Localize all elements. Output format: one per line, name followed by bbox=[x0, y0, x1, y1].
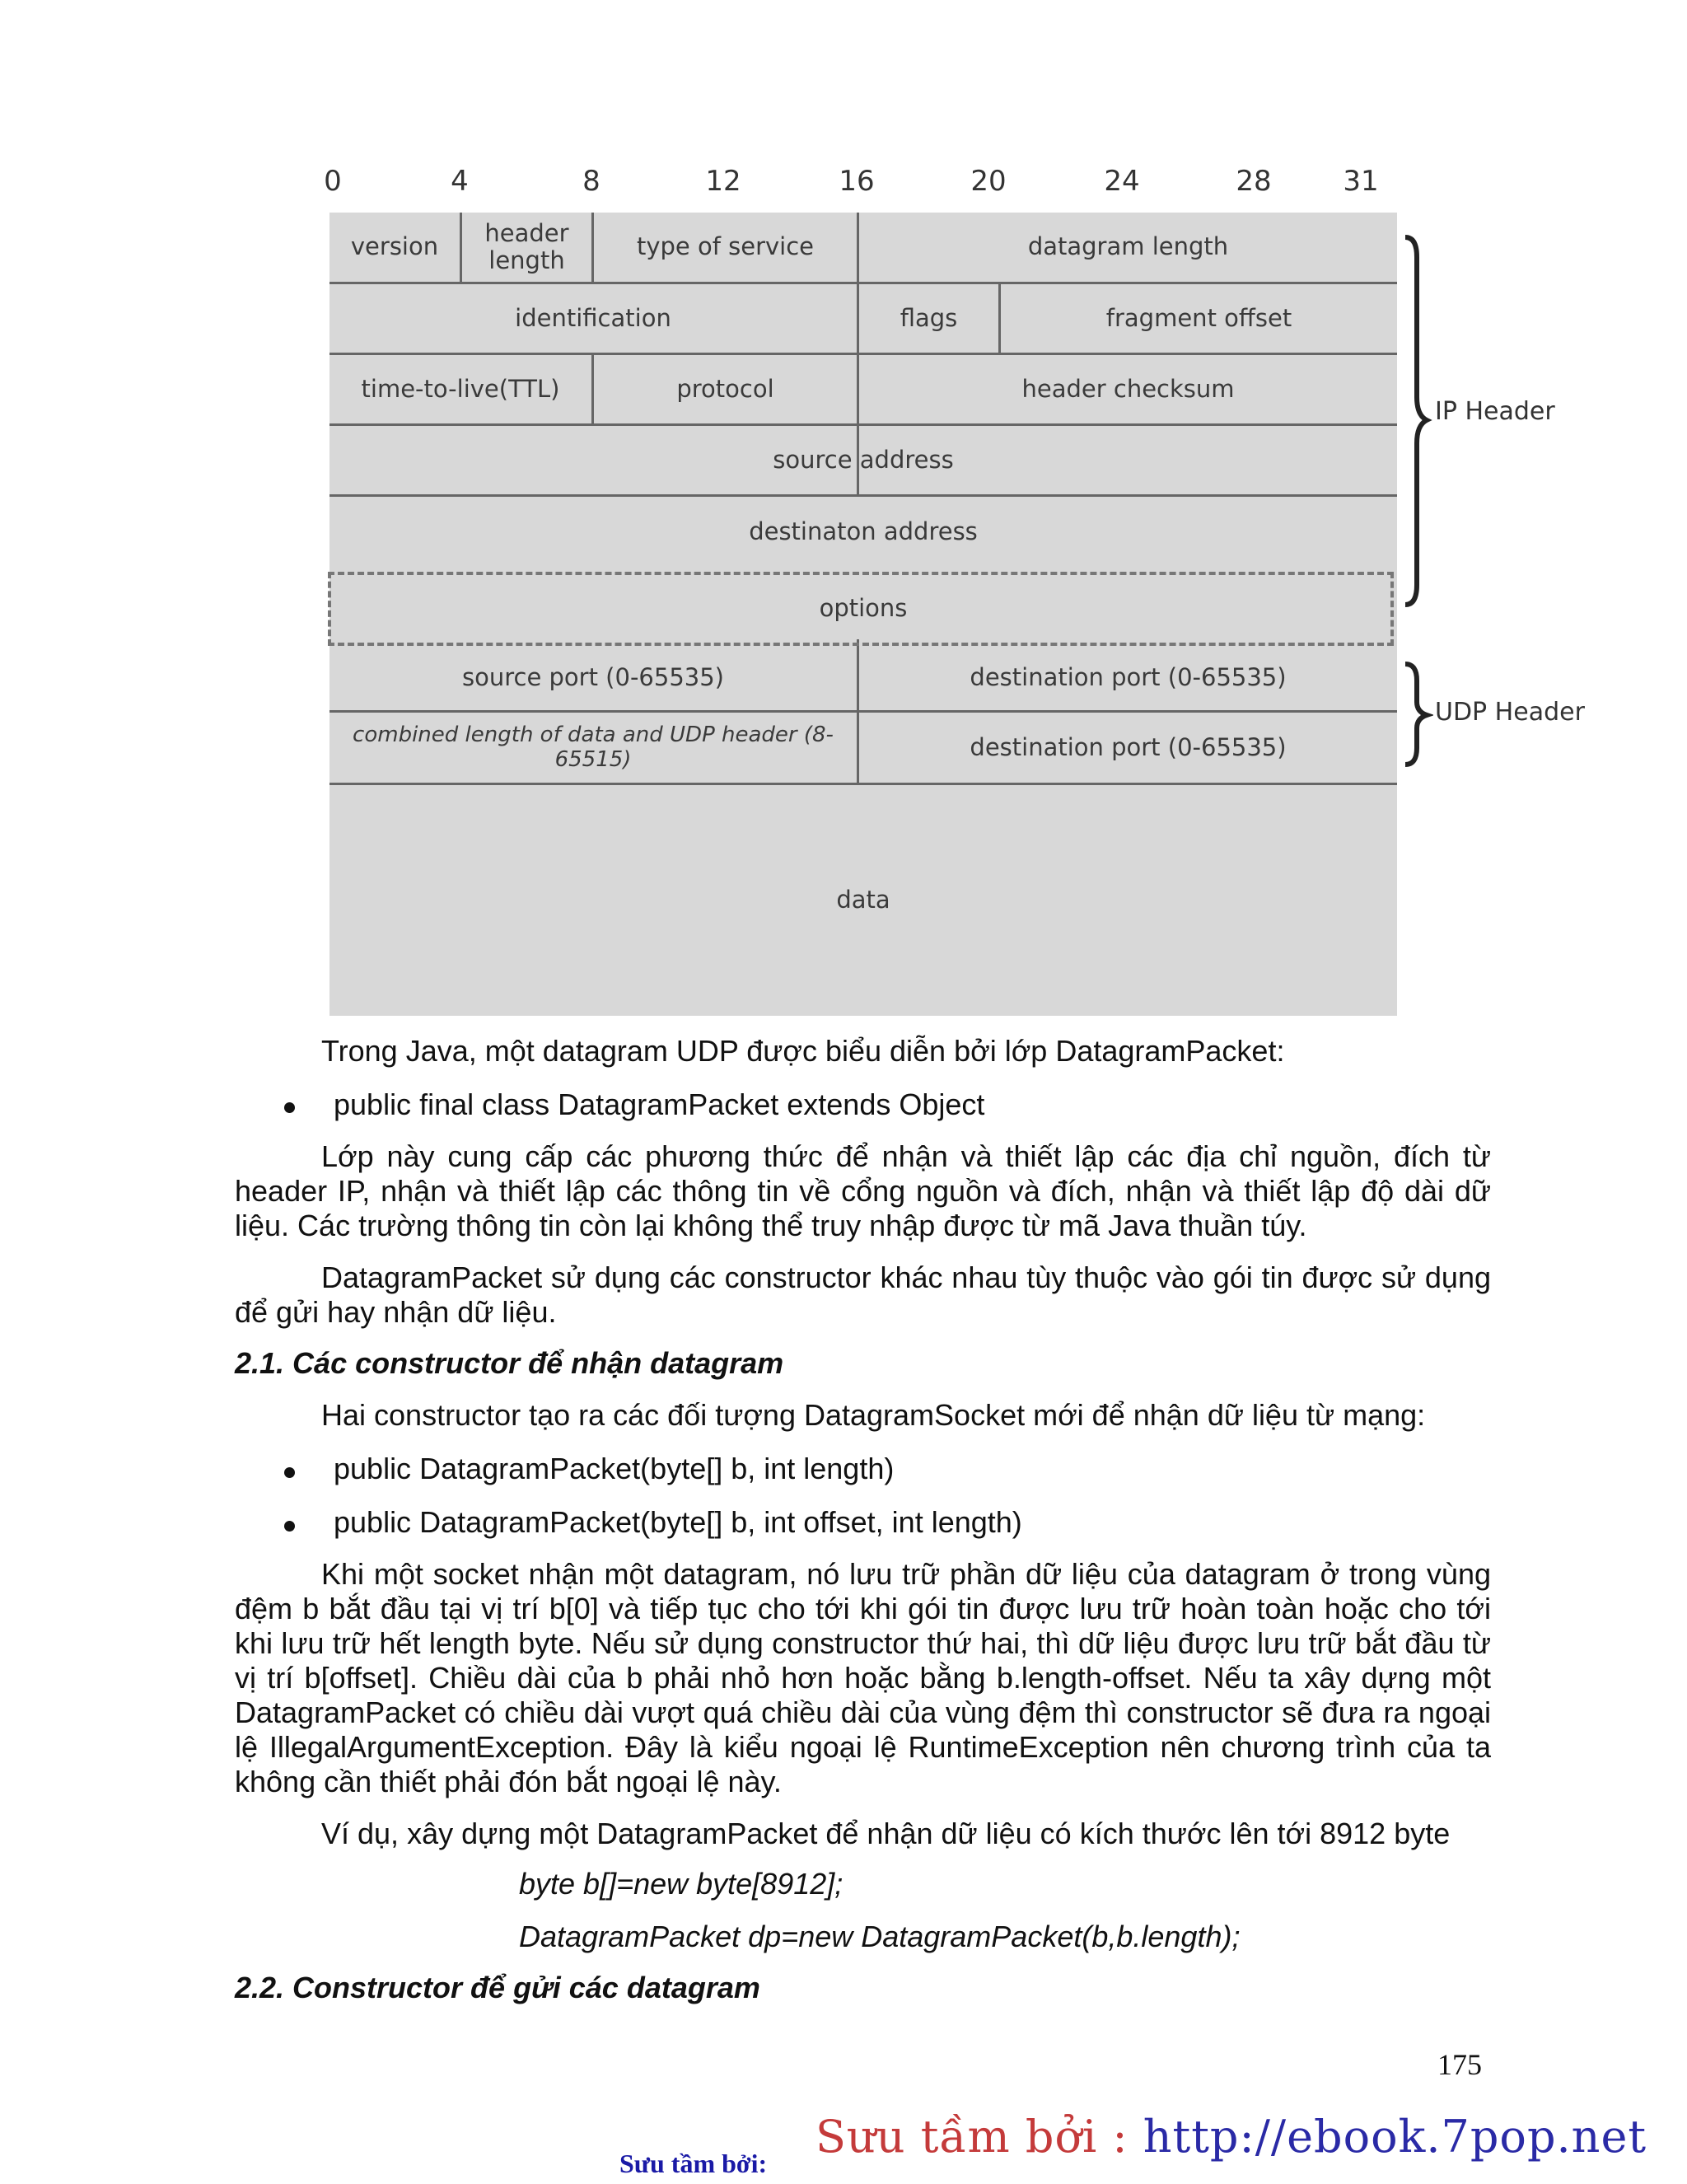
field-type-of-service: type of service bbox=[636, 232, 815, 261]
bit-label: 8 bbox=[582, 165, 600, 198]
bit-label: 12 bbox=[705, 165, 741, 198]
footer-label: Sưu tầm bởi: bbox=[619, 2149, 768, 2178]
field-fragment-offset: fragment offset bbox=[1105, 303, 1292, 332]
field-header-checksum: header checksum bbox=[1021, 374, 1235, 403]
ip-header-label: IP Header bbox=[1435, 397, 1555, 426]
bullet bbox=[284, 1102, 295, 1113]
paragraph-5: Ví dụ, xây dựng một DatagramPacket để nhận dữ liệu có kích thước lên tới 8912 byte bbox=[321, 1817, 1451, 1850]
bullet-ctor-2: public DatagramPacket(byte[] b, int offset, int length) bbox=[334, 1505, 1022, 1539]
paragraph-4: Khi một socket nhận một datagram, nó lưu trữ phần dữ liệu của datagram ở trong vùng đệm b bắt đầu tại vị trí b[0] và tiếp tục cho tới khi gói tin được lưu trữ hoàn toàn hoặc cho tới khi lưu trữ hết length byte. Nếu sử dụng constructor thứ hai, thì dữ liệu được lưu trữ bắt đầu từ vị trí b[offset]. Chiều dài của b phải nhỏ hơn hoặc bằng b.length-offset. Nếu ta xây dựng một DatagramPacket có chiều dài vượt quá chiều dài của vùng đệm thì constructor sẽ đưa ra ngoại lệ IllegalArgumentException. Đây là kiểu ngoại lệ RuntimeException nên chương trình của ta không cần thiết phải đón bắt ngoại lệ này. bbox=[235, 1557, 1491, 1798]
bit-label: 24 bbox=[1104, 165, 1140, 198]
footer-banner-url[interactable]: http://ebook.7pop.net bbox=[1143, 2111, 1647, 2163]
udp-header-brace bbox=[1400, 659, 1433, 770]
bullet bbox=[284, 1521, 295, 1532]
bit-label: 4 bbox=[451, 165, 469, 198]
field-destination-address: destinaton address bbox=[749, 517, 978, 545]
field-version: version bbox=[350, 232, 439, 261]
field-ttl: time-to-live(TTL) bbox=[361, 374, 560, 403]
field-destination-port: destination port (0-65535) bbox=[970, 663, 1287, 692]
code-line-1: byte b[]=new byte[8912]; bbox=[519, 1867, 844, 1901]
field-destination-port-2: destination port (0-65535) bbox=[970, 732, 1287, 761]
paragraph-1: Lớp này cung cấp các phương thức để nhận và thiết lập các địa chỉ nguồn, đích từ header IP, nhận và thiết lập các thông tin về cổng nguồn và đích, nhận và thiết lập độ dài dữ liệu. Các trường thông tin còn lại không thể truy nhập được từ mã Java thuần túy. bbox=[235, 1139, 1491, 1242]
bullet bbox=[284, 1467, 295, 1478]
paragraph-3: Hai constructor tạo ra các đối tượng DatagramSocket mới để nhận dữ liệu từ mạng: bbox=[321, 1398, 1426, 1432]
field-header-length-line1: header bbox=[484, 218, 569, 247]
field-source-port: source port (0-65535) bbox=[462, 663, 724, 692]
bullet-class-decl: public final class DatagramPacket extends Object bbox=[334, 1087, 985, 1121]
ip-header-brace bbox=[1400, 232, 1433, 611]
field-identification: identification bbox=[515, 303, 671, 332]
field-combined-length: combined length of data and UDP header (8-65515) bbox=[353, 722, 834, 772]
section-heading-2-2: 2.2. Constructor để gửi các datagram bbox=[235, 1971, 760, 2004]
field-source-address: source address bbox=[773, 445, 954, 474]
page-number: 175 bbox=[1437, 2048, 1482, 2081]
footer-banner-prefix: Sưu tầm bởi : bbox=[815, 2111, 1143, 2163]
section-heading-2-1: 2.1. Các constructor để nhận datagram bbox=[235, 1346, 784, 1380]
bit-label: 31 bbox=[1343, 165, 1379, 198]
field-options: options bbox=[819, 594, 908, 623]
footer-banner bbox=[815, 2111, 1647, 2163]
paragraph-2: DatagramPacket sử dụng các constructor khác nhau tùy thuộc vào gói tin được sử dụng để gửi hay nhận dữ liệu. bbox=[235, 1260, 1491, 1329]
bullet-ctor-1: public DatagramPacket(byte[] b, int length) bbox=[334, 1452, 895, 1485]
intro-text: Trong Java, một datagram UDP được biểu diễn bởi lớp DatagramPacket: bbox=[321, 1034, 1285, 1068]
field-header-length bbox=[462, 213, 591, 282]
field-protocol: protocol bbox=[676, 374, 774, 403]
field-datagram-length: datagram length bbox=[1027, 232, 1229, 261]
bit-label: 20 bbox=[970, 165, 1007, 198]
bit-label: 0 bbox=[324, 165, 342, 198]
bit-label: 16 bbox=[839, 165, 875, 198]
field-data: data bbox=[836, 886, 890, 914]
field-header-length-line2: length bbox=[488, 246, 565, 274]
ip-udp-header-diagram bbox=[0, 0, 1687, 1022]
code-line-2: DatagramPacket dp=new DatagramPacket(b,b.length); bbox=[519, 1920, 1241, 1953]
field-flags: flags bbox=[900, 303, 958, 332]
bit-label: 28 bbox=[1236, 165, 1272, 198]
udp-header-label: UDP Header bbox=[1435, 698, 1585, 727]
